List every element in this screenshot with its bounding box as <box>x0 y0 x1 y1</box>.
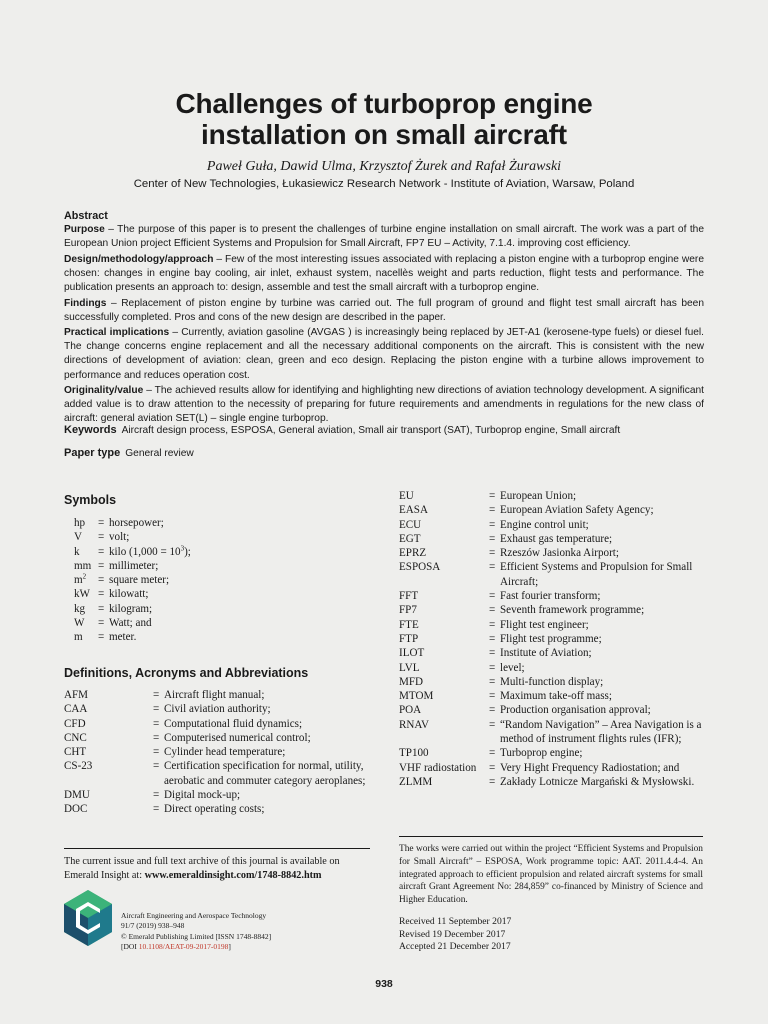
abstract-findings <box>64 297 704 325</box>
abstract-originality <box>64 384 704 426</box>
definition-term: MFD <box>399 675 424 688</box>
definition-term: POA <box>399 704 422 717</box>
definition-row: DOC = Direct operating costs; <box>64 802 366 816</box>
definition-term: FP7 <box>399 604 417 617</box>
definitions-list <box>64 688 366 817</box>
definition-row: W = Watt; and <box>74 616 354 630</box>
journal-volume: 91/7 (2019) 938–948 <box>121 921 185 931</box>
abstract-heading: Abstract <box>64 210 108 222</box>
abstract <box>64 209 704 428</box>
definition-term: ECU <box>399 518 422 531</box>
definition-term: FFT <box>399 590 419 603</box>
definition-row: kW = kilowatt; <box>74 587 354 601</box>
definition-text: Maximum take-off mass; <box>500 690 612 703</box>
abstract-text: – The achieved results allow for identifying and highlighting new directions of aviation technology development. A significant added value is to draw attention to the necessity of preparing for future requirements and amendments in regulations for the new class of aircraft: general aviation SET(L) – single engine turboprop. <box>64 385 704 425</box>
definition-row: AFM = Aircraft flight manual; <box>64 688 366 702</box>
definition-text: Seventh framework programme; <box>500 604 645 617</box>
abstract-label: Purpose <box>64 224 105 236</box>
definition-row: CAA = Civil aviation authority; <box>64 702 366 716</box>
definition-text: Digital mock-up; <box>164 789 241 802</box>
definition-row: CS-23 = Certification specification for normal, utility, aerobatic and commuter category aeroplanes; <box>64 760 366 787</box>
definition-row: RNAV = “Random Navigation” – Area Navigation is a method of instrument flights rules (IFR); <box>399 718 705 747</box>
definition-row: FP7 = Seventh framework programme; <box>399 603 705 617</box>
definition-row: k = kilo $(1,000 = 10^3)$; <box>74 545 354 559</box>
definition-text: European Union; <box>500 490 577 502</box>
definition-row: ILOT = Institute of Aviation; <box>399 646 705 660</box>
definition-term: V <box>74 531 83 544</box>
definition-term: ZLMM <box>399 775 433 788</box>
definition-term: EPRZ <box>399 547 427 560</box>
definition-row: ESPOSA = Efficient Systems and Propulsion for Small Aircraft; <box>399 560 705 589</box>
definition-text: Fast fourier transform; <box>500 590 601 603</box>
symbols-list <box>74 516 354 645</box>
definition-text: Aircraft flight manual; <box>164 689 265 701</box>
doi-link[interactable]: 10.1108/AEAT-09-2017-0198 <box>138 942 229 952</box>
abstract-label: Findings <box>64 297 107 309</box>
definition-text: millimeter; <box>109 559 159 572</box>
definition-term: CAA <box>64 703 88 716</box>
authors: Paweł Guła, Dawid Ulma, Krzysztof Żurek and Rafał Żurawski <box>206 159 562 174</box>
definition-row: MFD = Multi-function display; <box>399 675 705 689</box>
definition-text: Very Hight Frequency Radiostation; and <box>500 761 680 774</box>
title-line-1: Challenges of turboprop engine <box>175 88 593 119</box>
abstract-text: – Replacement of piston engine by turbine was carried out. The full program of ground and flight test small aircraft has been successfully completed. Pros and cons of the new design are described in the paper. <box>64 297 704 323</box>
keywords-label: Keywords <box>64 424 117 436</box>
definition-row: FTP = Flight test programme; <box>399 632 705 646</box>
definition-text: Flight test engineer; <box>500 618 589 631</box>
definition-text: level; <box>500 661 525 674</box>
definition-term: MTOM <box>399 690 434 703</box>
definition-row: ECU = Engine control unit; <box>399 518 705 532</box>
publisher-info <box>121 911 271 953</box>
definition-term: CS-23 <box>64 760 93 773</box>
definition-term: EASA <box>399 504 428 517</box>
definition-row: m = meter. <box>74 630 354 644</box>
definition-text: Efficient Systems and Propulsion for Small Aircraft; <box>500 561 693 588</box>
symbols-heading: Symbols <box>64 493 117 507</box>
definition-text: “Random Navigation” – Area Navigation is a method of instrument flights rules (IFR); <box>500 718 702 746</box>
definition-text: Direct operating costs; <box>164 803 265 816</box>
definition-text: Certification specification for normal, utility, aerobatic and commuter category aeroplanes; <box>164 760 366 787</box>
definition-term: EU <box>399 490 414 502</box>
doi-line <box>121 942 271 952</box>
definition-term: LVL <box>399 661 420 674</box>
abstract-purpose <box>64 223 704 251</box>
definition-term: FTE <box>399 618 419 631</box>
definition-row: EU = European Union; <box>399 489 705 503</box>
definition-text: Cylinder head temperature; <box>164 746 286 759</box>
definition-text: horsepower; <box>109 517 164 529</box>
definition-text: Rzeszów Jasionka Airport; <box>500 547 619 560</box>
copyright: © Emerald Publishing Limited [ISSN 1748-8842] <box>121 931 272 941</box>
funding-note: The works were carried out within the project “Efficient Systems and Propulsion for Small Aircraft” – ESPOSA, Work programme topic: AAT. 2011.4.4-4. An integrated approach to efficient propulsion and related aircraft systems for small aircraft Grant Agreement No: 284,859” co-financed by Ministry of Science and Higher Education. <box>399 836 703 907</box>
definition-text: Production organisation approval; <box>500 704 651 717</box>
doi-suffix: ] <box>228 942 231 952</box>
definition-term: FTP <box>399 632 419 645</box>
archive-note-text: The current issue and full text archive of this journal is available on Emerald Insight at: <box>64 856 340 882</box>
definition-term: EGT <box>399 532 421 545</box>
date-received: Received 11 September 2017 <box>399 916 512 927</box>
title-line-2: installation on small aircraft <box>201 119 567 150</box>
definition-term: ESPOSA <box>399 561 441 574</box>
definition-text: Civil aviation authority; <box>164 703 271 716</box>
definition-text: kilo $(1,000 = 10^3)$; <box>109 543 191 558</box>
definition-row: EPRZ = Rzeszów Jasionka Airport; <box>399 546 705 560</box>
definition-text: Computational fluid dynamics; <box>164 717 303 730</box>
definition-row: mm = millimeter; <box>74 559 354 573</box>
definition-row: kg = kilogram; <box>74 602 354 616</box>
definition-text: Exhaust gas temperature; <box>500 532 613 545</box>
definition-term: mm <box>74 559 92 572</box>
article-dates <box>399 916 511 954</box>
definition-row: $m^2$ = square meter; <box>74 573 354 587</box>
paper-title <box>0 88 768 150</box>
definition-term: hp <box>74 517 86 529</box>
definition-text: Engine control unit; <box>500 518 589 531</box>
abstract-text: – Currently, aviation gasoline (AVGAS ) is increasingly being replaced by JET-A1 (kerosene-type fuels) or diesel fuel. The change concerns engine replacement and all the necessary additional components on the aircraft. This is consistent with the new directions of development of aviation: clean, green and eco design. Replacing the piston engine with a turbine allows improvement to performance and reduces operation cost. <box>64 327 704 381</box>
definition-term: AFM <box>64 689 89 701</box>
abstract-label: Practical implications <box>64 327 170 339</box>
definition-text: kilogram; <box>109 602 153 615</box>
page-number: 938 <box>375 978 393 990</box>
definition-term: kg <box>74 602 86 615</box>
definition-text: Flight test programme; <box>500 632 602 645</box>
abstract-design <box>64 253 704 295</box>
keywords-text: Aircraft design process, ESPOSA, General aviation, Small air transport (SAT), Turboprop engine, Small aircraft <box>121 425 621 436</box>
definition-row: DMU = Digital mock-up; <box>64 788 366 802</box>
definition-term: kW <box>74 588 91 601</box>
date-accepted: Accepted 21 December 2017 <box>399 941 511 953</box>
abstract-implications <box>64 326 704 382</box>
definition-term: W <box>74 617 85 630</box>
definition-row: V = volt; <box>74 530 354 544</box>
abstract-text: – Few of the most interesting issues associated with replacing a piston engine with a turboprop engine were chosen: changes in engine bay cooling, air inlet, exhaust system, nacellès weight and parts reduction, flight tests and performance. The publication presents an approach to: design, assemble and test the small aircraft with a turboprop engine. <box>64 253 704 293</box>
definition-text: Institute of Aviation; <box>500 647 592 660</box>
definition-row: MTOM = Maximum take-off mass; <box>399 689 705 703</box>
journal-name: Aircraft Engineering and Aerospace Technology <box>121 911 267 920</box>
definition-row: EASA = European Aviation Safety Agency; <box>399 503 705 517</box>
definition-row: TP100 = Turboprop engine; <box>399 746 705 760</box>
doi-prefix: [DOI <box>121 942 139 952</box>
definition-row: CNC = Computerised numerical control; <box>64 731 366 745</box>
definition-term: CNC <box>64 731 87 744</box>
definition-text: Multi-function display; <box>500 675 604 688</box>
definition-row: CFD = Computational fluid dynamics; <box>64 717 366 731</box>
date-revised: Revised 19 December 2017 <box>399 928 506 940</box>
definition-row: VHF radiostation = Very Hight Frequency Radiostation; and <box>399 761 705 775</box>
definition-row: POA = Production organisation approval; <box>399 703 705 717</box>
definition-term: $m^2$ <box>74 572 87 587</box>
definition-term: CFD <box>64 717 86 730</box>
definition-row: FFT = Fast fourier transform; <box>399 589 705 603</box>
abstract-text: – The purpose of this paper is to present the challenges of turbine engine installation on small aircraft. The work was a part of the European Union project Efficient Systems and Propulsion for Small Aircraft, FP7 EU – Activity, 7.1.4. improving cost efficiency. <box>64 224 704 250</box>
abstract-label: Design/methodology/approach <box>64 253 214 265</box>
definition-row: hp = horsepower; <box>74 516 354 530</box>
affiliation: Center of New Technologies, Łukasiewicz Research Network - Institute of Aviation, Warsaw, Poland <box>133 178 635 190</box>
definition-term: DOC <box>64 803 88 816</box>
abstract-label: Originality/value <box>64 385 144 397</box>
emerald-logo <box>62 888 114 948</box>
definition-row: ZLMM = Zakłady Lotnicze Margański & Mysłowski. <box>399 775 705 789</box>
definition-term: CHT <box>64 746 87 759</box>
definition-text: meter. <box>109 631 137 644</box>
keywords <box>64 424 704 436</box>
definition-row: EGT = Exhaust gas temperature; <box>399 532 705 546</box>
definition-term: DMU <box>64 789 90 802</box>
definition-term: VHF radiostation <box>399 761 477 774</box>
definition-term: k <box>74 545 80 558</box>
definition-text: Zakłady Lotnicze Margański & Mysłowski. <box>500 775 695 788</box>
archive-note <box>64 848 370 884</box>
definition-text: Turboprop engine; <box>500 747 583 760</box>
definition-text: European Aviation Safety Agency; <box>500 504 654 517</box>
definition-text: volt; <box>109 531 130 544</box>
definition-term: ILOT <box>399 647 425 660</box>
definition-text: square meter; <box>109 574 170 587</box>
paper-type <box>64 447 704 459</box>
definition-text: Watt; and <box>109 617 152 630</box>
definition-term: TP100 <box>399 747 429 760</box>
abbreviations-list <box>399 489 705 789</box>
definition-row: FTE = Flight test engineer; <box>399 618 705 632</box>
archive-url-link[interactable]: www.emeraldinsight.com/1748-8842.htm <box>144 870 322 882</box>
paper-type-text: General review <box>125 448 194 459</box>
definition-term: m <box>74 631 83 644</box>
paper-type-label: Paper type <box>64 447 121 459</box>
definition-row: CHT = Cylinder head temperature; <box>64 745 366 759</box>
definition-term: RNAV <box>399 718 430 731</box>
definition-row: LVL = level; <box>399 661 705 675</box>
definition-text: kilowatt; <box>109 588 149 601</box>
definition-text: Computerised numerical control; <box>164 731 311 744</box>
definitions-heading: Definitions, Acronyms and Abbreviations <box>64 666 309 680</box>
